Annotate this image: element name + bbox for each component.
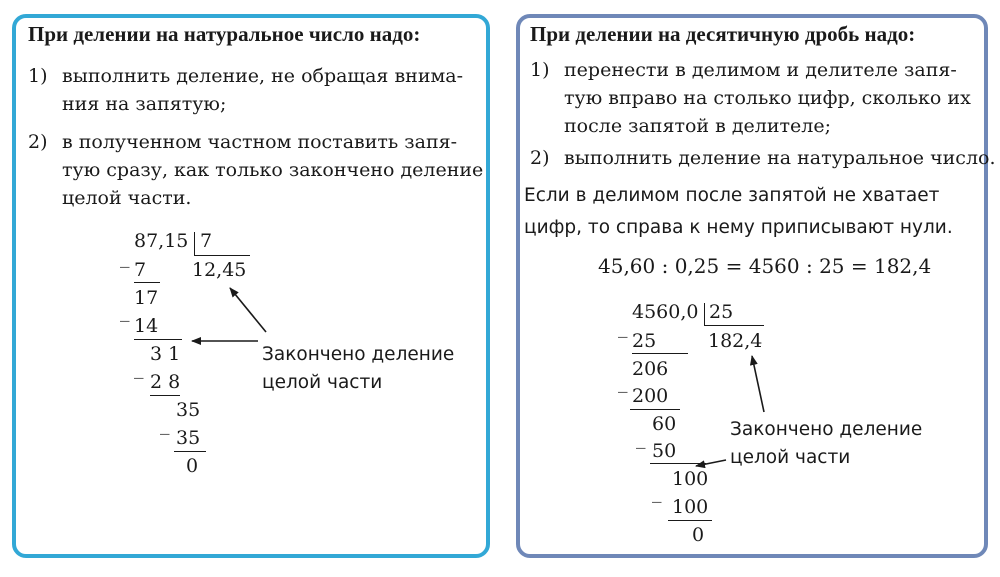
remainder: 206 <box>632 358 669 380</box>
subtraction-line <box>174 451 206 452</box>
minus-sign: _ <box>618 371 628 393</box>
subtrahend: 25 <box>632 330 657 352</box>
subtraction-line <box>134 282 160 283</box>
step-number: 2) <box>530 147 550 169</box>
subtraction-line <box>134 339 182 340</box>
right-step-1 <box>530 56 982 146</box>
step-line: целой части. <box>62 187 192 209</box>
step-line: перенести в делимом и делителе запя- <box>564 59 957 81</box>
annotation-line: Закончено деление <box>730 419 923 440</box>
subtraction-line <box>668 520 712 521</box>
subtrahend: 100 <box>672 496 709 518</box>
right-note <box>524 180 953 244</box>
quotient: 12,45 <box>192 259 247 281</box>
dividend: 4560,0 <box>632 301 699 323</box>
annotation-line: целой части <box>730 447 851 468</box>
subtrahend: 7 <box>134 259 147 281</box>
subtraction-line <box>630 409 680 410</box>
final-remainder: 0 <box>186 455 199 477</box>
left-step-1 <box>28 62 478 122</box>
remainder: 17 <box>134 287 159 309</box>
step-number: 1) <box>28 65 48 87</box>
right-step-2 <box>530 144 996 174</box>
step-line: в полученном частном поставить запя- <box>62 131 458 153</box>
step-line: после запятой в делителе; <box>564 115 831 137</box>
minus-sign: _ <box>618 316 628 338</box>
quotient: 182,4 <box>708 330 763 352</box>
minus-sign: _ <box>636 427 646 449</box>
left-heading: При делении на натуральное число надо: <box>28 22 421 46</box>
subtrahend: 14 <box>134 315 159 337</box>
step-line: выполнить деление на натуральное число. <box>564 147 996 169</box>
quotient-line <box>194 255 250 256</box>
subtraction-line <box>150 395 180 396</box>
annotation-line: Закончено деление <box>262 344 455 365</box>
dividend: 87,15 <box>134 230 189 252</box>
step-number: 2) <box>28 131 48 153</box>
step-line: тую сразу, как только закончено деление <box>62 159 484 181</box>
remainder: 3 1 <box>150 343 181 365</box>
minus-sign: _ <box>120 246 130 268</box>
conversion-equation: 45,60 : 0,25 = 4560 : 25 = 182,4 <box>598 254 932 278</box>
subtrahend: 35 <box>176 427 201 449</box>
divisor: 25 <box>709 301 734 323</box>
quotient-line <box>704 325 764 326</box>
subtrahend: 200 <box>632 385 669 407</box>
remainder: 35 <box>176 399 201 421</box>
minus-sign: _ <box>120 300 130 322</box>
subtraction-line <box>650 463 706 464</box>
final-remainder: 0 <box>692 524 705 546</box>
step-line: выполнить деление, не обращая внима- <box>62 65 464 87</box>
remainder: 60 <box>652 413 677 435</box>
note-line: Если в делимом после запятой не хватает <box>524 185 940 206</box>
remainder: 100 <box>672 468 709 490</box>
subtrahend: 50 <box>652 440 677 462</box>
subtraction-line <box>632 353 688 354</box>
step-line: тую вправо на столько цифр, сколько их <box>564 87 971 109</box>
step-line: ния на запятую; <box>62 93 227 115</box>
step-number: 1) <box>530 59 550 81</box>
division-bracket <box>194 232 195 255</box>
right-heading: При делении на десятичную дробь надо: <box>530 22 916 46</box>
minus-sign: _ <box>652 481 662 503</box>
left-step-2 <box>28 128 484 218</box>
divisor: 7 <box>200 230 213 252</box>
note-line: цифр, то справа к нему приписывают нули. <box>524 217 953 238</box>
division-bracket <box>704 303 705 325</box>
subtrahend: 2 8 <box>150 371 181 393</box>
minus-sign: _ <box>134 357 144 379</box>
minus-sign: _ <box>160 413 170 435</box>
annotation-line: целой части <box>262 372 383 393</box>
